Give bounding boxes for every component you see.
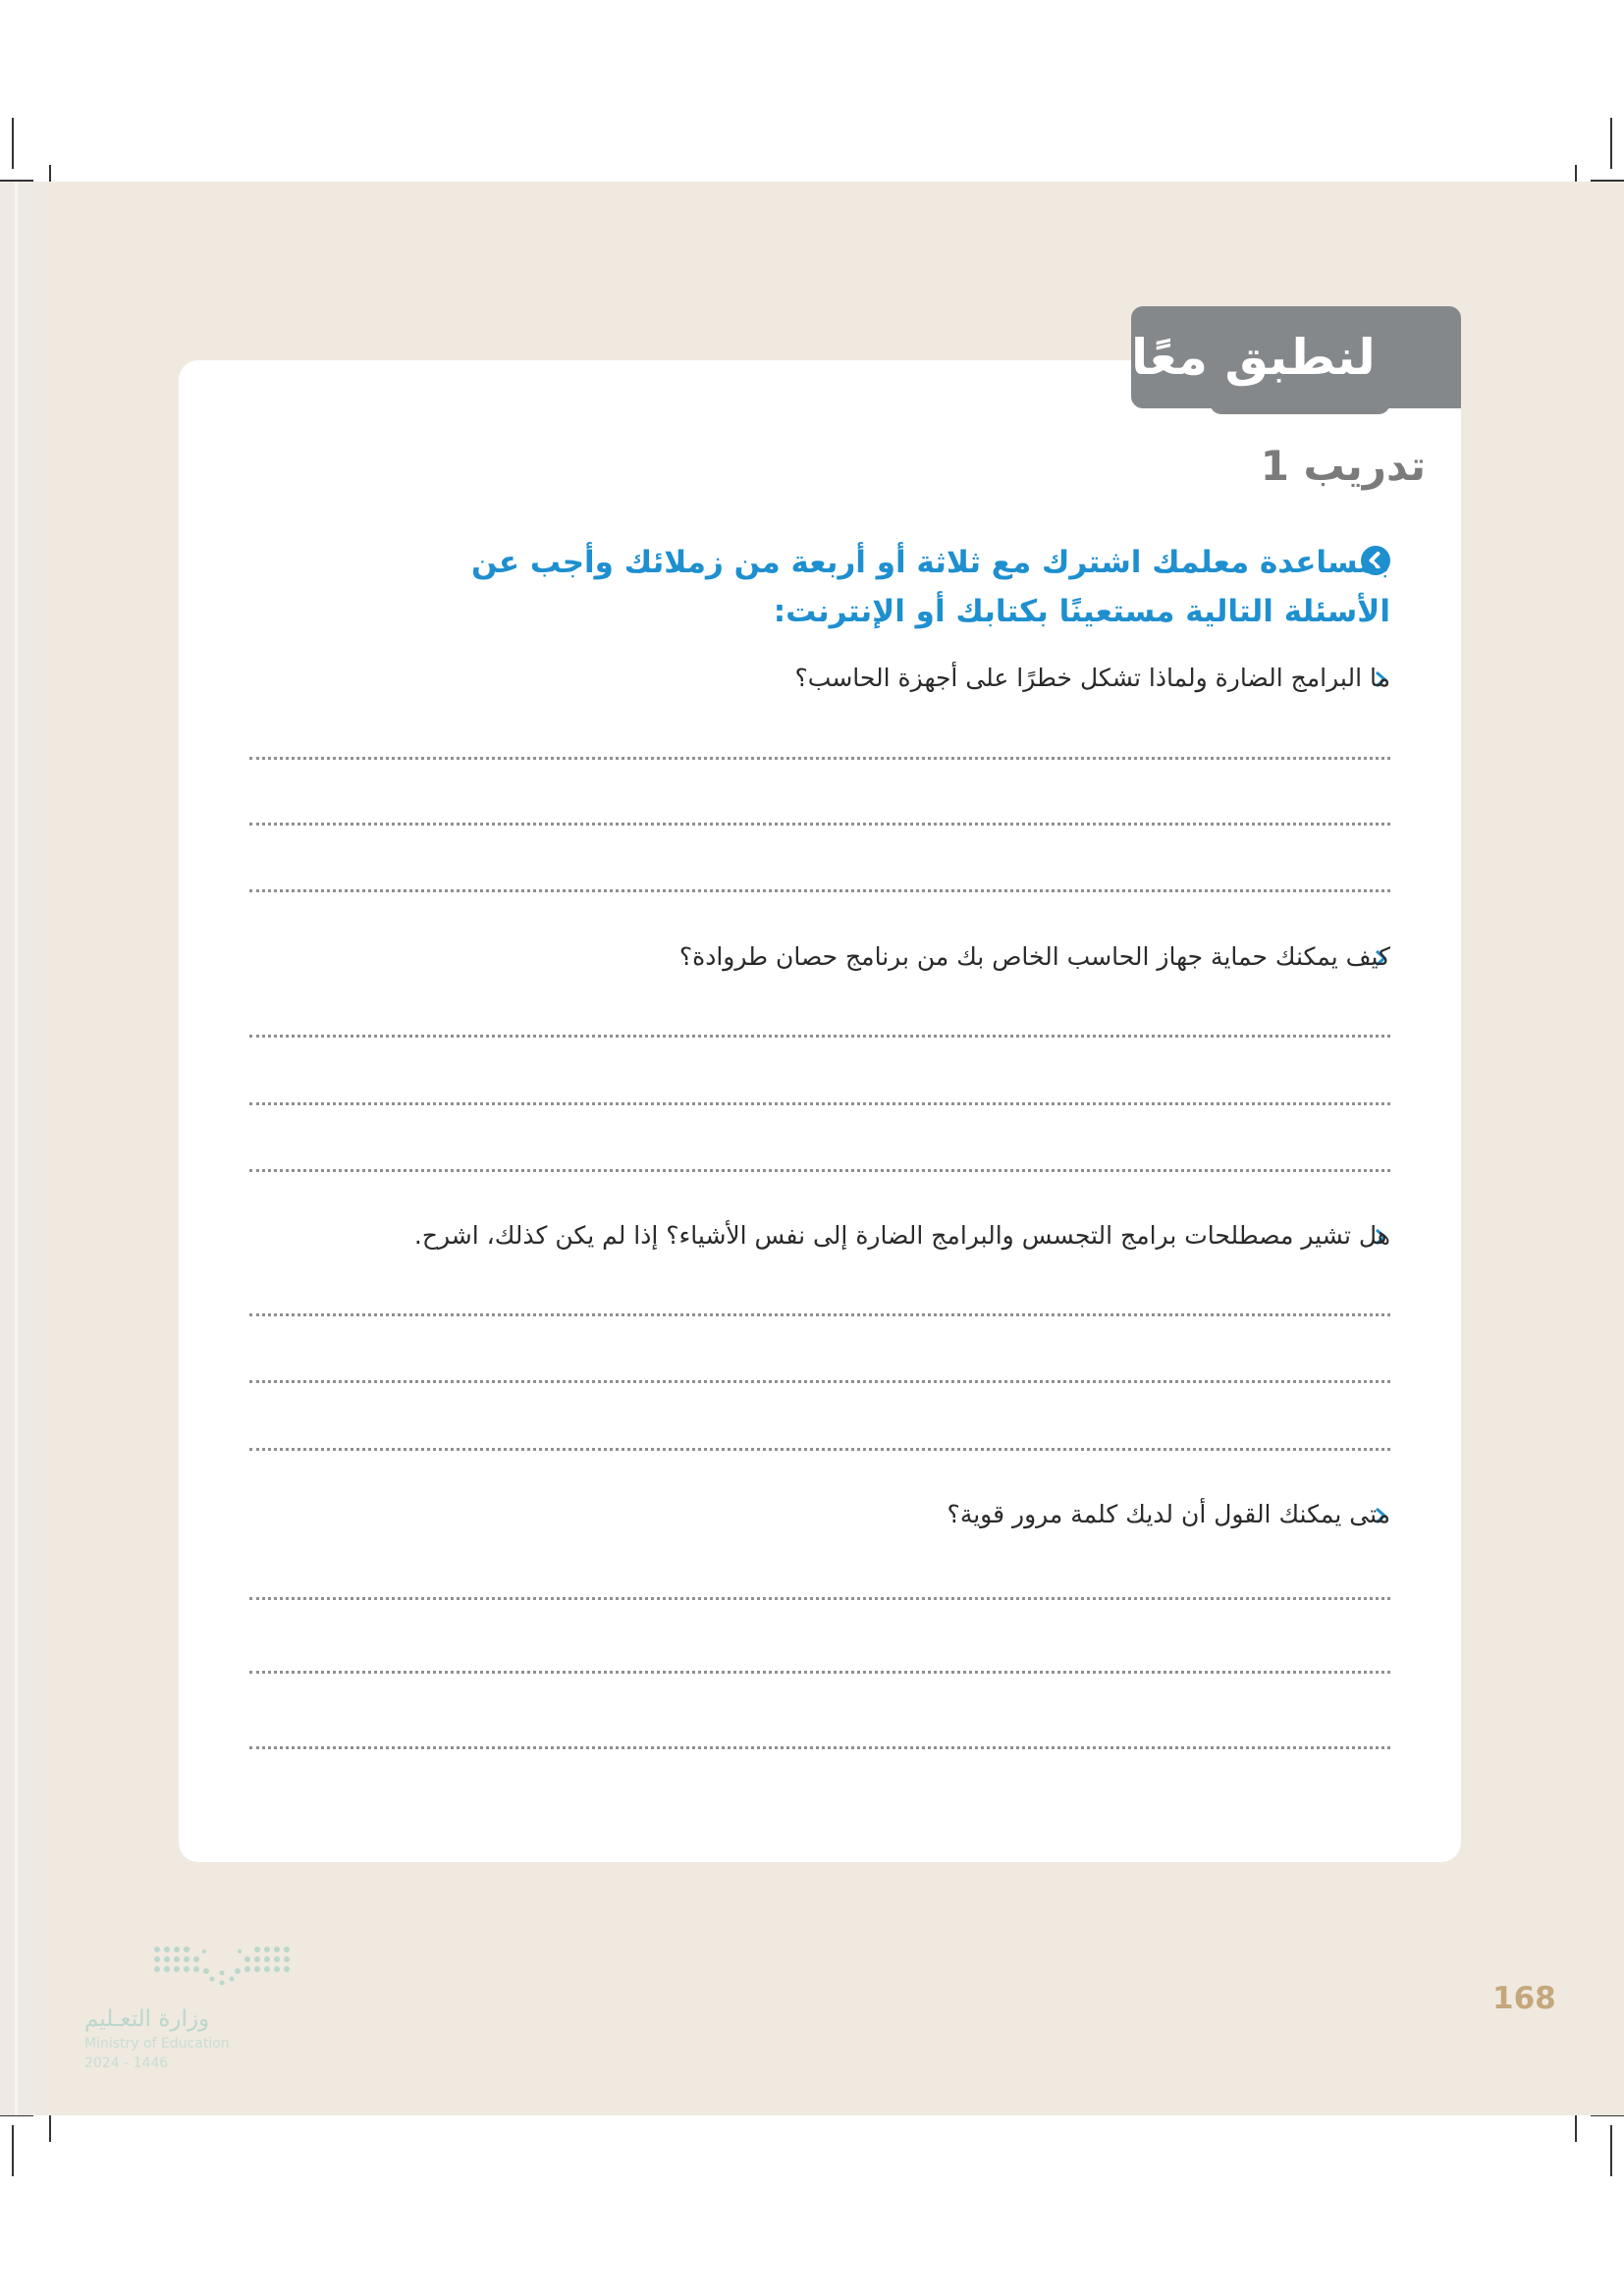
exercise-title: تدريب 1 <box>1260 442 1426 490</box>
question-2: كيف يمكنك حماية جهاز الحاسب الخاص بك من برنامج حصان طروادة؟ <box>678 942 1390 971</box>
question-3: هل تشير مصطلحات برامج التجسس والبرامج الضارة إلى نفس الأشياء؟ إذا لم يكن كذلك، اشرح. <box>413 1221 1390 1250</box>
answer-line[interactable] <box>249 1035 1390 1038</box>
exercise-instruction: بمساعدة معلمك اشترك مع ثلاثة أو أربعة من زملائك وأجب عن الأسئلة التالية مستعينًا بكتابك أو الإنترنت: <box>471 545 1390 629</box>
crop-mark <box>1610 2125 1612 2176</box>
answer-line[interactable] <box>249 1597 1390 1600</box>
page-number: 168 <box>1492 1981 1556 2016</box>
answer-line[interactable] <box>249 1448 1390 1451</box>
crop-mark <box>1610 118 1612 169</box>
question-4: متى يمكنك القول أن لديك كلمة مرور قوية؟ <box>947 1500 1390 1528</box>
answer-line[interactable] <box>249 1671 1390 1674</box>
left-print-strip <box>0 182 47 2115</box>
answer-line[interactable] <box>249 1313 1390 1316</box>
ministry-year: 2024 - 1446 <box>84 2056 169 2071</box>
answer-line[interactable] <box>249 1102 1390 1105</box>
left-print-strip-edge <box>15 182 18 2115</box>
crop-mark <box>12 118 14 169</box>
answer-line[interactable] <box>249 1380 1390 1383</box>
answer-line[interactable] <box>249 889 1390 892</box>
crop-mark <box>12 2125 14 2176</box>
ministry-name-english: Ministry of Education <box>84 2036 230 2052</box>
answer-line[interactable] <box>249 757 1390 760</box>
answer-line[interactable] <box>249 823 1390 826</box>
question-1: ما البرامج الضارة ولماذا تشكل خطرًا على أجهزة الحاسب؟ <box>794 664 1390 692</box>
ministry-logo-dots <box>147 1944 297 1993</box>
answer-line[interactable] <box>249 1169 1390 1172</box>
answer-line[interactable] <box>249 1746 1390 1749</box>
section-banner-title: لنطبق معًا <box>1131 329 1376 386</box>
ministry-name-arabic: وزارة التعـليم <box>84 2006 210 2032</box>
